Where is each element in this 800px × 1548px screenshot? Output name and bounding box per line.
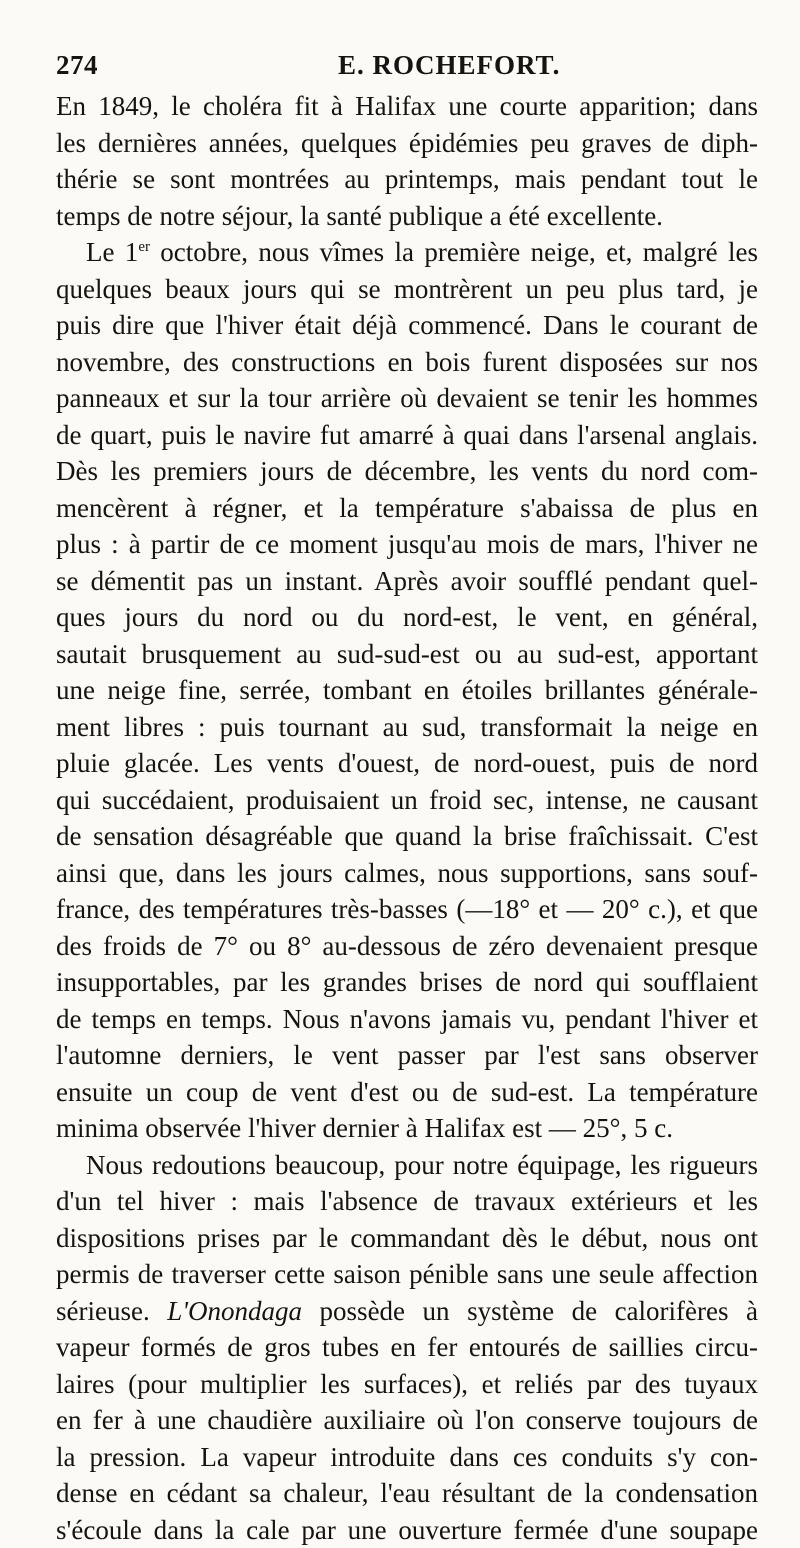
text-line: ment libres : puis tournant au sud, transformait la neige en xyxy=(56,709,758,746)
text-line: plus : à partir de ce moment jusqu'au mois de mars, l'hiver ne xyxy=(56,526,758,563)
text-line: panneaux et sur la tour arrière où devaient se tenir les hommes xyxy=(56,380,758,417)
text-line: minima observée l'hiver dernier à Halifax est — 25°, 5 c. xyxy=(56,1110,758,1147)
text-line: les dernières années, quelques épidémies peu graves de diph- xyxy=(56,125,758,162)
text-line: ques jours du nord ou du nord-est, le vent, en général, xyxy=(56,599,758,636)
text-line: dense en cédant sa chaleur, l'eau résultant de la condensation xyxy=(56,1475,758,1512)
text-fragment: octobre, nous vîmes la première neige, et, malgré les xyxy=(150,237,758,267)
text-line: ainsi que, dans les jours calmes, nous supportions, sans souf- xyxy=(56,855,758,892)
body-text xyxy=(56,88,758,1548)
running-head: E. ROCHEFORT. xyxy=(338,50,560,81)
text-line: thérie se sont montrées au printemps, mais pendant tout le xyxy=(56,161,758,198)
text-line: novembre, des constructions en bois furent disposées sur nos xyxy=(56,344,758,381)
text-line: Dès les premiers jours de décembre, les vents du nord com- xyxy=(56,453,758,490)
text-line: Nous redoutions beaucoup, pour notre équipage, les rigueurs xyxy=(56,1147,758,1184)
text-line: laires (pour multiplier les surfaces), et reliés par des tuyaux xyxy=(56,1366,758,1403)
text-line: vapeur formés de gros tubes en fer entourés de saillies circu- xyxy=(56,1329,758,1366)
text-line: puis dire que l'hiver était déjà commencé. Dans le courant de xyxy=(56,307,758,344)
text-line: de sensation désagréable que quand la brise fraîchissait. C'est xyxy=(56,818,758,855)
ship-name: L'Onondaga xyxy=(167,1296,302,1326)
text-line: quelques beaux jours qui se montrèrent un peu plus tard, je xyxy=(56,271,758,308)
text-line: des froids de 7° ou 8° au-dessous de zéro devenaient presque xyxy=(56,928,758,965)
text-line: de quart, puis le navire fut amarré à quai dans l'arsenal anglais. xyxy=(56,417,758,454)
text-line: sautait brusquement au sud-sud-est ou au sud-est, apportant xyxy=(56,636,758,673)
text-line: ensuite un coup de vent d'est ou de sud-est. La température xyxy=(56,1074,758,1111)
text-line: dispositions prises par le commandant dès le début, nous ont xyxy=(56,1220,758,1257)
text-line: insupportables, par les grandes brises de nord qui soufflaient xyxy=(56,964,758,1001)
text-fragment: Le 1 xyxy=(86,237,138,267)
page-number: 274 xyxy=(56,50,98,81)
text-line: en fer à une chaudière auxiliaire où l'on conserve toujours de xyxy=(56,1402,758,1439)
text-line: se démentit pas un instant. Après avoir soufflé pendant quel- xyxy=(56,563,758,600)
superscript: er xyxy=(138,239,150,255)
text-line: temps de notre séjour, la santé publique a été excellente. xyxy=(56,198,758,235)
text-line: qui succédaient, produisaient un froid sec, intense, ne causant xyxy=(56,782,758,819)
text-line xyxy=(56,1293,758,1330)
text-line: une neige fine, serrée, tombant en étoiles brillantes générale- xyxy=(56,672,758,709)
text-line: En 1849, le choléra fit à Halifax une courte apparition; dans xyxy=(56,88,758,125)
page-header xyxy=(56,50,760,86)
text-line: mencèrent à régner, et la température s'abaissa de plus en xyxy=(56,490,758,527)
text-line: s'écoule dans la cale par une ouverture fermée d'une soupape xyxy=(56,1512,758,1548)
text-line: pluie glacée. Les vents d'ouest, de nord-ouest, puis de nord xyxy=(56,745,758,782)
text-line xyxy=(56,234,758,271)
text-line: l'automne derniers, le vent passer par l'est sans observer xyxy=(56,1037,758,1074)
text-fragment: possède un système de calorifères à xyxy=(302,1296,758,1326)
text-line: d'un tel hiver : mais l'absence de travaux extérieurs et les xyxy=(56,1183,758,1220)
text-line: france, des températures très-basses (—18° et — 20° c.), et que xyxy=(56,891,758,928)
text-line: de temps en temps. Nous n'avons jamais vu, pendant l'hiver et xyxy=(56,1001,758,1038)
text-line: permis de traverser cette saison pénible sans une seule affection xyxy=(56,1256,758,1293)
text-line: la pression. La vapeur introduite dans ces conduits s'y con- xyxy=(56,1439,758,1476)
text-fragment: sérieuse. xyxy=(56,1296,167,1326)
